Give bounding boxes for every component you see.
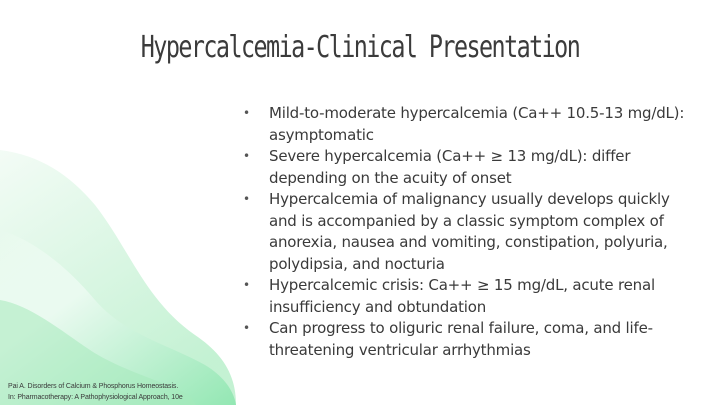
bullet-marker: •	[243, 192, 250, 206]
citation	[8, 381, 183, 403]
bullet-item	[240, 146, 690, 189]
bullet-marker: •	[243, 278, 250, 292]
bullet-text: Mild-to-moderate hypercalcemia (Ca++ 10.5-13 mg/dL): asymptomatic	[269, 104, 685, 144]
citation-line: Pai A. Disorders of Calcium & Phosphorus Homeostasis.	[8, 383, 179, 390]
citation-line: In: Pharmacotherapy: A Pathophysiological Approach, 10e	[8, 394, 183, 401]
bullet-text: Hypercalcemic crisis: Ca++ ≥ 15 mg/dL, acute renal insufficiency and obtundation	[269, 276, 655, 316]
bullet-list	[240, 103, 690, 361]
bullet-marker: •	[243, 106, 250, 120]
bullet-item	[240, 275, 690, 318]
bullet-text: Hypercalcemia of malignancy usually develops quickly and is accompanied by a classic symptom complex of anorexia, nausea and vomiting, constipation, polyuria, polydipsia, and nocturia	[269, 190, 670, 273]
bullet-item	[240, 189, 690, 275]
bullet-text: Can progress to oliguric renal failure, coma, and life-threatening ventricular arrhythmias	[269, 319, 653, 359]
bullet-marker: •	[243, 149, 250, 163]
slide-title: Hypercalcemia-Clinical Presentation	[140, 30, 580, 65]
bullet-item	[240, 318, 690, 361]
bullet-item	[240, 103, 690, 146]
bullet-marker: •	[243, 321, 250, 335]
bullet-text: Severe hypercalcemia (Ca++ ≥ 13 mg/dL): differ depending on the acuity of onset	[269, 147, 631, 187]
